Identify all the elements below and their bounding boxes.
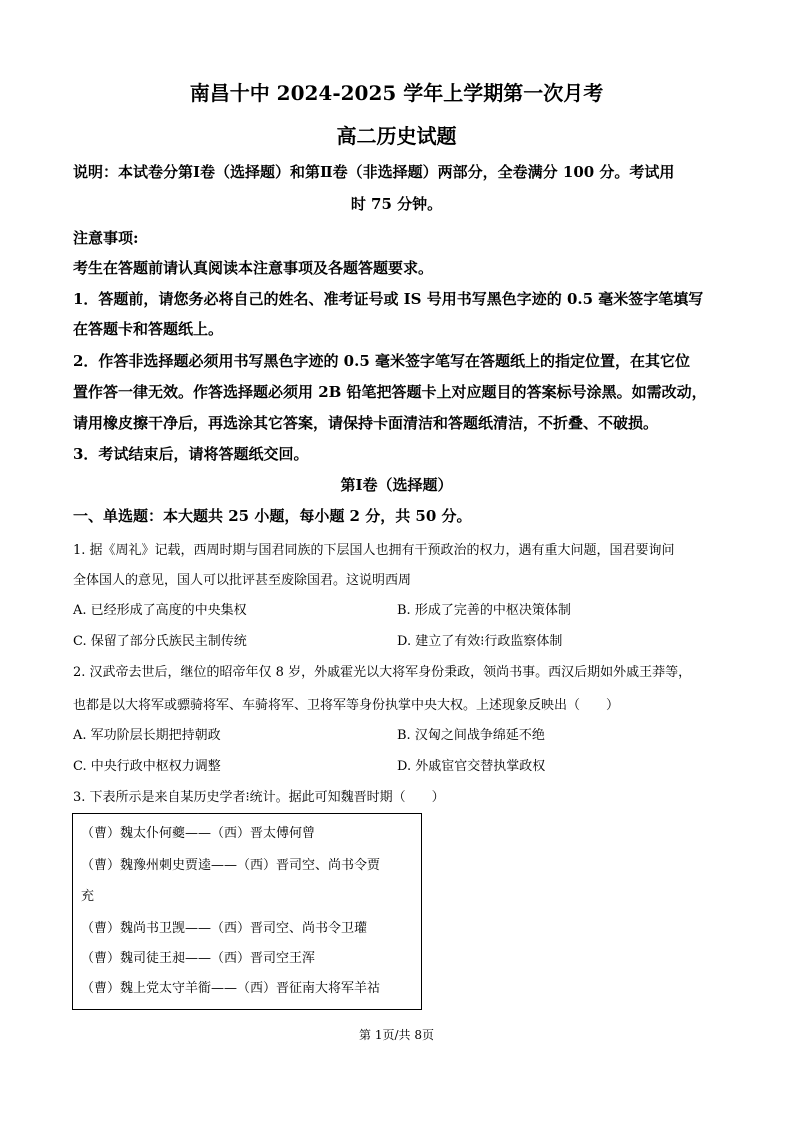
question-2-option-d: D. 外戚宦官交替执掌政权 — [397, 759, 546, 774]
notice-item-1-line-1: 1．答题前，请您务必将自己的姓名、准考证号或 IS 号用书写黑色字迹的 0.5 毫米签字笔填写 — [73, 290, 704, 308]
question-1-stem-line-2: 全体国人的意见，国人可以批评甚至废除国君。这说明西周 — [73, 573, 412, 588]
notice-item-1-line-2: 在答题卡和答题纸上。 — [73, 320, 224, 338]
table-row: （曹）魏司徒王昶——（西）晋司空王浑 — [81, 951, 316, 966]
table-row: 充 — [81, 889, 95, 904]
part-title: 一、单选题：本大题共 25 小题，每小题 2 分，共 50 分。 — [73, 507, 472, 525]
notice-heading: 注意事项: — [73, 229, 139, 247]
table-row: （曹）魏上党太守羊衜——（西）晋征南大将军羊祜 — [81, 981, 381, 996]
notice-item-2-line-3: 请用橡皮擦干净后，再选涂其它答案，请保持卡面清洁和答题纸清洁，不折叠、不破损。 — [73, 414, 659, 432]
exam-title: 南昌十中 2024-2025 学年上学期第一次月考 — [189, 81, 604, 105]
table-row: （曹）魏尚书卫觊——（西）晋司空、尚书令卫瓘 — [81, 921, 368, 936]
notice-item-2-line-2: 置作答一律无效。作答选择题必须用 2B 铅笔把答题卡上对应题目的答案标号涂黑。如需改动， — [73, 383, 707, 401]
page-number: 第 1页/共 8页 — [359, 1028, 434, 1042]
source-table — [72, 813, 422, 1010]
question-1-option-c: C. 保留了部分氏族民主制传统 — [73, 634, 247, 649]
question-1-stem-line-1: 1. 据《周礼》记载，西周时期与国君同族的下层国人也拥有干预政治的权力，遇有重大问题，国君要询问 — [73, 543, 675, 558]
question-1-option-a: A. 已经形成了高度的中央集权 — [73, 603, 247, 618]
question-2-option-a: A. 军功阶层长期把持朝政 — [73, 728, 221, 743]
question-2-stem-line-1: 2. 汉武帝去世后，继位的昭帝年仅 8 岁，外戚霍光以大将军身份秉政，领尚书事。西汉后期如外戚王莽等， — [73, 665, 692, 680]
table-row: （曹）魏太仆何夔——（西）晋太傅何曾 — [81, 826, 316, 841]
notice-item-2-line-1: 2．作答非选择题必须用书写黑色字迹的 0.5 毫米签字笔写在答题纸上的指定位置，在其它位 — [73, 352, 690, 370]
table-row: （曹）魏豫州刺史贾逵——（西）晋司空、尚书令贾 — [81, 858, 381, 873]
instructions-line-1: 说明：本试卷分第Ⅰ卷（选择题）和第Ⅱ卷（非选择题）两部分，全卷满分 100 分。考试用 — [73, 163, 675, 181]
notice-item-3: 3．考试结束后，请将答题纸交回。 — [73, 445, 309, 463]
notice-general: 考生在答题前请认真阅读本注意事项及各题答题要求。 — [73, 259, 434, 277]
question-1-option-b: B. 形成了完善的中枢决策体制 — [397, 603, 571, 618]
question-2-option-c: C. 中央行政中枢权力调整 — [73, 759, 221, 774]
volume-title: 第Ⅰ卷（选择题） — [340, 476, 453, 494]
question-2-option-b: B. 汉匈之间战争绵延不绝 — [397, 728, 545, 743]
exam-subtitle: 高二历史试题 — [336, 124, 457, 148]
instructions-line-2: 时 75 分钟。 — [350, 195, 443, 213]
question-3-stem: 3. 下表所示是来自某历史学者⁝统计。据此可知魏晋时期（ ） — [73, 790, 445, 805]
question-2-stem-line-2: 也都是以大将军或骠骑将军、车骑将军、卫将军等身份执掌中央大权。上述现象反映出（ ） — [73, 698, 620, 713]
question-1-option-d: D. 建立了有效⁝行政监察体制 — [397, 634, 563, 649]
